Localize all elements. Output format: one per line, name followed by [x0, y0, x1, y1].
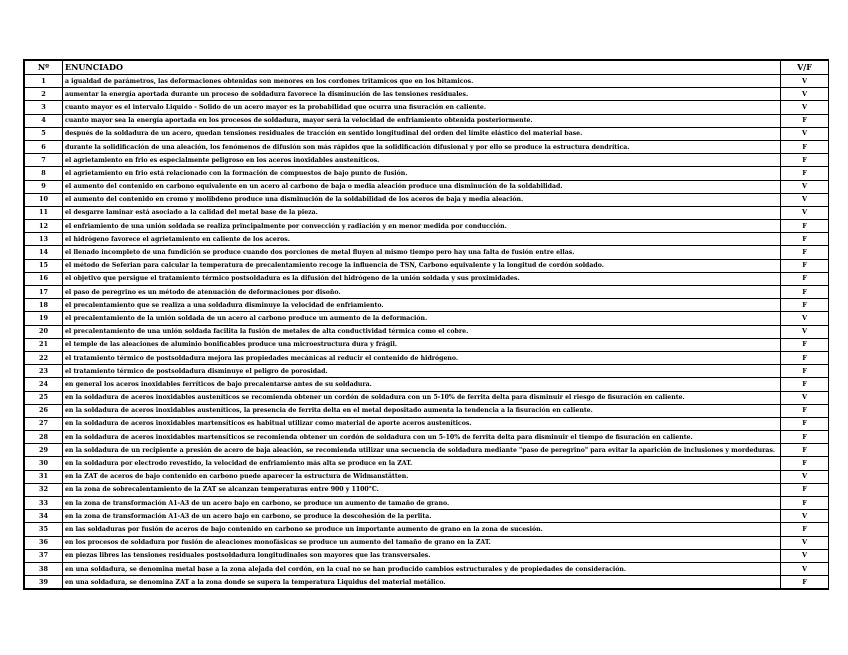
- row-statement: en una soldadura, se denomina ZAT a la zona donde se supera la temperatura Liquidus del material metálico.: [63, 576, 781, 589]
- table-row: [25, 562, 829, 575]
- row-statement: el precalentamiento que se realiza a una soldadura disminuye la velocidad de enfriamiento.: [63, 299, 781, 312]
- row-number: 17: [25, 286, 63, 299]
- row-number: 28: [25, 431, 63, 444]
- row-answer: V: [781, 562, 829, 575]
- table-row: [25, 299, 829, 312]
- table-row: [25, 510, 829, 523]
- row-answer: F: [781, 140, 829, 153]
- row-answer: F: [781, 417, 829, 430]
- table-row: [25, 246, 829, 259]
- row-answer: V: [781, 88, 829, 101]
- row-number: 22: [25, 351, 63, 364]
- table-row: [25, 140, 829, 153]
- table-row: [25, 417, 829, 430]
- statements-table: [24, 60, 829, 589]
- row-number: 1: [25, 75, 63, 88]
- row-statement: el aumento del contenido en cromo y molibdeno produce una disminución de la soldabilidad de los aceros de baja y media aleación.: [63, 193, 781, 206]
- row-statement: el desgarre laminar está asociado a la calidad del metal base de la pieza.: [63, 206, 781, 219]
- row-number: 33: [25, 497, 63, 510]
- row-statement: el aumento del contenido en carbono equivalente en un acero al carbono de baja o media aleación produce una disminución de la soldabilidad.: [63, 180, 781, 193]
- row-answer: V: [781, 101, 829, 114]
- row-answer: F: [781, 404, 829, 417]
- table-row: [25, 154, 829, 167]
- table-row: [25, 483, 829, 496]
- row-number: 16: [25, 272, 63, 285]
- row-statement: en la soldadura por electrodo revestido, la velocidad de enfriamiento más alta se produce en la ZAT.: [63, 457, 781, 470]
- statement-column-header: ENUNCIADO: [63, 61, 781, 75]
- row-number: 31: [25, 470, 63, 483]
- row-statement: cuanto mayor es el intervalo Liquido - Solido de un acero mayor es la probabilidad que ocurra una fisuración en caliente.: [63, 101, 781, 114]
- row-answer: F: [781, 167, 829, 180]
- row-number: 12: [25, 220, 63, 233]
- row-answer: F: [781, 286, 829, 299]
- table-row: [25, 365, 829, 378]
- row-answer: V: [781, 180, 829, 193]
- table-row: [25, 88, 829, 101]
- table-row: [25, 431, 829, 444]
- table-row: [25, 351, 829, 364]
- row-statement: en la zona de transformación A1-A3 de un acero bajo en carbono, se produce la descohesión de la perlita.: [63, 510, 781, 523]
- row-statement: en la zona de transformación A1-A3 de un acero bajo en carbono, se produce un aumento de tamaño de grano.: [63, 497, 781, 510]
- row-number: 39: [25, 576, 63, 589]
- row-number: 14: [25, 246, 63, 259]
- row-answer: V: [781, 391, 829, 404]
- row-statement: durante la solidificación de una aleación, los fenómenos de difusión son más rápidos que la solidificación difusional y por ello se produce la estructura dendrítica.: [63, 140, 781, 153]
- row-number: 30: [25, 457, 63, 470]
- table-row: [25, 206, 829, 219]
- row-statement: en piezas libres las tensiones residuales postsoldadura longitudinales son mayores que las transversales.: [63, 549, 781, 562]
- table-row: [25, 325, 829, 338]
- row-answer: F: [781, 259, 829, 272]
- row-number: 15: [25, 259, 63, 272]
- row-answer: F: [781, 497, 829, 510]
- row-answer: F: [781, 365, 829, 378]
- row-statement: el método de Seferian para calcular la temperatura de precalentamiento recoge la influencia de TSN, Carbono equivalente y la longitud de cordón soldado.: [63, 259, 781, 272]
- table-row: [25, 286, 829, 299]
- row-answer: V: [781, 206, 829, 219]
- row-answer: F: [781, 299, 829, 312]
- table-row: [25, 233, 829, 246]
- row-statement: el paso de peregrino es un método de atenuación de deformaciones por disoño.: [63, 286, 781, 299]
- row-statement: en la soldadura de aceros inoxidables martensíticos es habitual utilizar como material de aporte aceros austeníticos.: [63, 417, 781, 430]
- number-column-header: Nº: [25, 61, 63, 75]
- row-number: 34: [25, 510, 63, 523]
- row-answer: V: [781, 536, 829, 549]
- table-row: [25, 497, 829, 510]
- row-statement: a igualdad de parámetros, las deformaciones obtenidas son menores en los cordones tritamicos que en los bitamicos.: [63, 75, 781, 88]
- row-answer: F: [781, 576, 829, 589]
- row-number: 21: [25, 338, 63, 351]
- row-statement: aumentar la energía aportada durante un proceso de soldadura favorece la disminución de las tensiones residuales.: [63, 88, 781, 101]
- row-number: 18: [25, 299, 63, 312]
- row-statement: después de la soldadura de un acero, quedan tensiones residuales de tracción en sentido longitudinal del orden del límite elástico del material base.: [63, 127, 781, 140]
- row-answer: F: [781, 272, 829, 285]
- table-row: [25, 391, 829, 404]
- row-answer: F: [781, 523, 829, 536]
- table-row: [25, 404, 829, 417]
- table-row: [25, 75, 829, 88]
- row-answer: F: [781, 246, 829, 259]
- row-statement: en la soldadura de aceros inoxidables austeníticos se recomienda obtener un cordón de soldadura con un 5-10% de ferrita delta para disminuir el riesgo de fisuración en caliente.: [63, 391, 781, 404]
- row-statement: en la soldadura de aceros inoxidables martensíticos se recomienda obtener un cordón de soldadura con un 5-10% de ferrita delta para disminuir el tiempo de fisuración en caliente.: [63, 431, 781, 444]
- row-answer: V: [781, 75, 829, 88]
- row-answer: V: [781, 312, 829, 325]
- row-statement: el hidrógeno favorece el agrietamiento en caliente de los aceros.: [63, 233, 781, 246]
- row-statement: en una soldadura, se denomina metal base a la zona alejada del cordón, en la cual no se han producido cambios estructurales y de propiedades de consideración.: [63, 562, 781, 575]
- row-answer: V: [781, 549, 829, 562]
- row-statement: en la zona de sobrecalentamiento de la ZAT se alcanzan temperaturas entre 900 y 1100°C.: [63, 483, 781, 496]
- table-row: [25, 549, 829, 562]
- row-statement: el agrietamiento en frio es especialmente peligroso en los aceros inoxidables austeníticos.: [63, 154, 781, 167]
- table-row: [25, 536, 829, 549]
- row-number: 19: [25, 312, 63, 325]
- row-answer: V: [781, 127, 829, 140]
- table-row: [25, 101, 829, 114]
- row-number: 35: [25, 523, 63, 536]
- row-answer: V: [781, 325, 829, 338]
- table-row: [25, 523, 829, 536]
- row-number: 13: [25, 233, 63, 246]
- row-answer: F: [781, 338, 829, 351]
- table-row: [25, 114, 829, 127]
- row-statement: en la soldadura de un recipiente a presión de acero de baja aleación, se recomienda utilizar una secuencia de soldadura mediante "paso de peregrino" para evitar la aparición de inclusiones y mordeduras.: [63, 444, 781, 457]
- row-answer: F: [781, 233, 829, 246]
- row-statement: cuanto mayor sea la energía aportada en los procesos de soldadura, mayor será la velocidad de enfriamiento obtenida posteriormente.: [63, 114, 781, 127]
- row-number: 7: [25, 154, 63, 167]
- row-number: 6: [25, 140, 63, 153]
- row-answer: F: [781, 444, 829, 457]
- row-answer: F: [781, 351, 829, 364]
- table-row: [25, 167, 829, 180]
- row-number: 26: [25, 404, 63, 417]
- row-answer: F: [781, 154, 829, 167]
- row-statement: en la ZAT de aceros de bajo contenido en carbono puede aparecer la estructura de Widmanstätten.: [63, 470, 781, 483]
- row-number: 9: [25, 180, 63, 193]
- row-answer: V: [781, 193, 829, 206]
- row-number: 32: [25, 483, 63, 496]
- row-answer: V: [781, 510, 829, 523]
- row-number: 23: [25, 365, 63, 378]
- row-number: 24: [25, 378, 63, 391]
- row-statement: el objetivo que persigue el tratamiento térmico postsoldadura es la difusión del hidrógeno de la unión soldada y sus proximidades.: [63, 272, 781, 285]
- header-row: [25, 61, 829, 75]
- row-number: 2: [25, 88, 63, 101]
- row-statement: el enfriamiento de una unión soldada se realiza principalmente por convección y radiación y en menor medida por conducción.: [63, 220, 781, 233]
- table-row: [25, 312, 829, 325]
- table-row: [25, 259, 829, 272]
- row-number: 4: [25, 114, 63, 127]
- row-answer: F: [781, 431, 829, 444]
- row-statement: el agrietamiento en frio está relacionado con la formación de compuestos de bajo punto de fusión.: [63, 167, 781, 180]
- row-number: 20: [25, 325, 63, 338]
- table-row: [25, 193, 829, 206]
- true-false-sheet: [23, 59, 829, 590]
- row-number: 10: [25, 193, 63, 206]
- answer-column-header: V/F: [781, 61, 829, 75]
- row-answer: V: [781, 470, 829, 483]
- row-number: 27: [25, 417, 63, 430]
- table-row: [25, 576, 829, 589]
- row-statement: el temple de las aleaciones de aluminio bonificables produce una microestructura dura y frágil.: [63, 338, 781, 351]
- row-answer: F: [781, 483, 829, 496]
- row-statement: el tratamiento térmico de postsoldadura mejora las propiedades mecánicas al reducir el contenido de hidrógeno.: [63, 351, 781, 364]
- row-number: 3: [25, 101, 63, 114]
- row-answer: F: [781, 457, 829, 470]
- row-statement: el precalentamiento de la unión soldada de un acero al carbono produce un aumento de la deformación.: [63, 312, 781, 325]
- row-number: 37: [25, 549, 63, 562]
- table-row: [25, 444, 829, 457]
- row-statement: en los procesos de soldadura por fusión de aleaciones monofásicas se produce un aumento del tamaño de grano en la ZAT.: [63, 536, 781, 549]
- row-number: 25: [25, 391, 63, 404]
- row-number: 11: [25, 206, 63, 219]
- row-answer: F: [781, 378, 829, 391]
- row-statement: en la soldadura de aceros inoxidables austeníticos, la presencia de ferrita delta en el metal depositado aumenta la tendencia a la fisuración en caliente.: [63, 404, 781, 417]
- row-statement: el precalentamiento de una unión soldada facilita la fusión de metales de alta conductividad térmica como el cobre.: [63, 325, 781, 338]
- row-number: 36: [25, 536, 63, 549]
- table-row: [25, 180, 829, 193]
- row-statement: en general los aceros inoxidables ferríticos de bajo precalentarse antes de su soldadura.: [63, 378, 781, 391]
- row-number: 29: [25, 444, 63, 457]
- row-statement: en las soldaduras por fusión de aceros de bajo contenido en carbono se produce un importante aumento de grano en la zona de sucesión.: [63, 523, 781, 536]
- row-number: 38: [25, 562, 63, 575]
- row-number: 8: [25, 167, 63, 180]
- table-row: [25, 338, 829, 351]
- row-answer: F: [781, 114, 829, 127]
- row-number: 5: [25, 127, 63, 140]
- table-row: [25, 272, 829, 285]
- table-row: [25, 378, 829, 391]
- row-statement: el tratamiento térmico de postsoldadura disminuye el peligro de porosidad.: [63, 365, 781, 378]
- table-row: [25, 220, 829, 233]
- row-answer: F: [781, 220, 829, 233]
- table-row: [25, 127, 829, 140]
- table-row: [25, 457, 829, 470]
- statement-rows: [25, 75, 829, 589]
- table-row: [25, 470, 829, 483]
- row-statement: el llenado incompleto de una fundición se produce cuando dos porciones de metal fluyen al mismo tiempo pero hay una falta de fusión entre ellas.: [63, 246, 781, 259]
